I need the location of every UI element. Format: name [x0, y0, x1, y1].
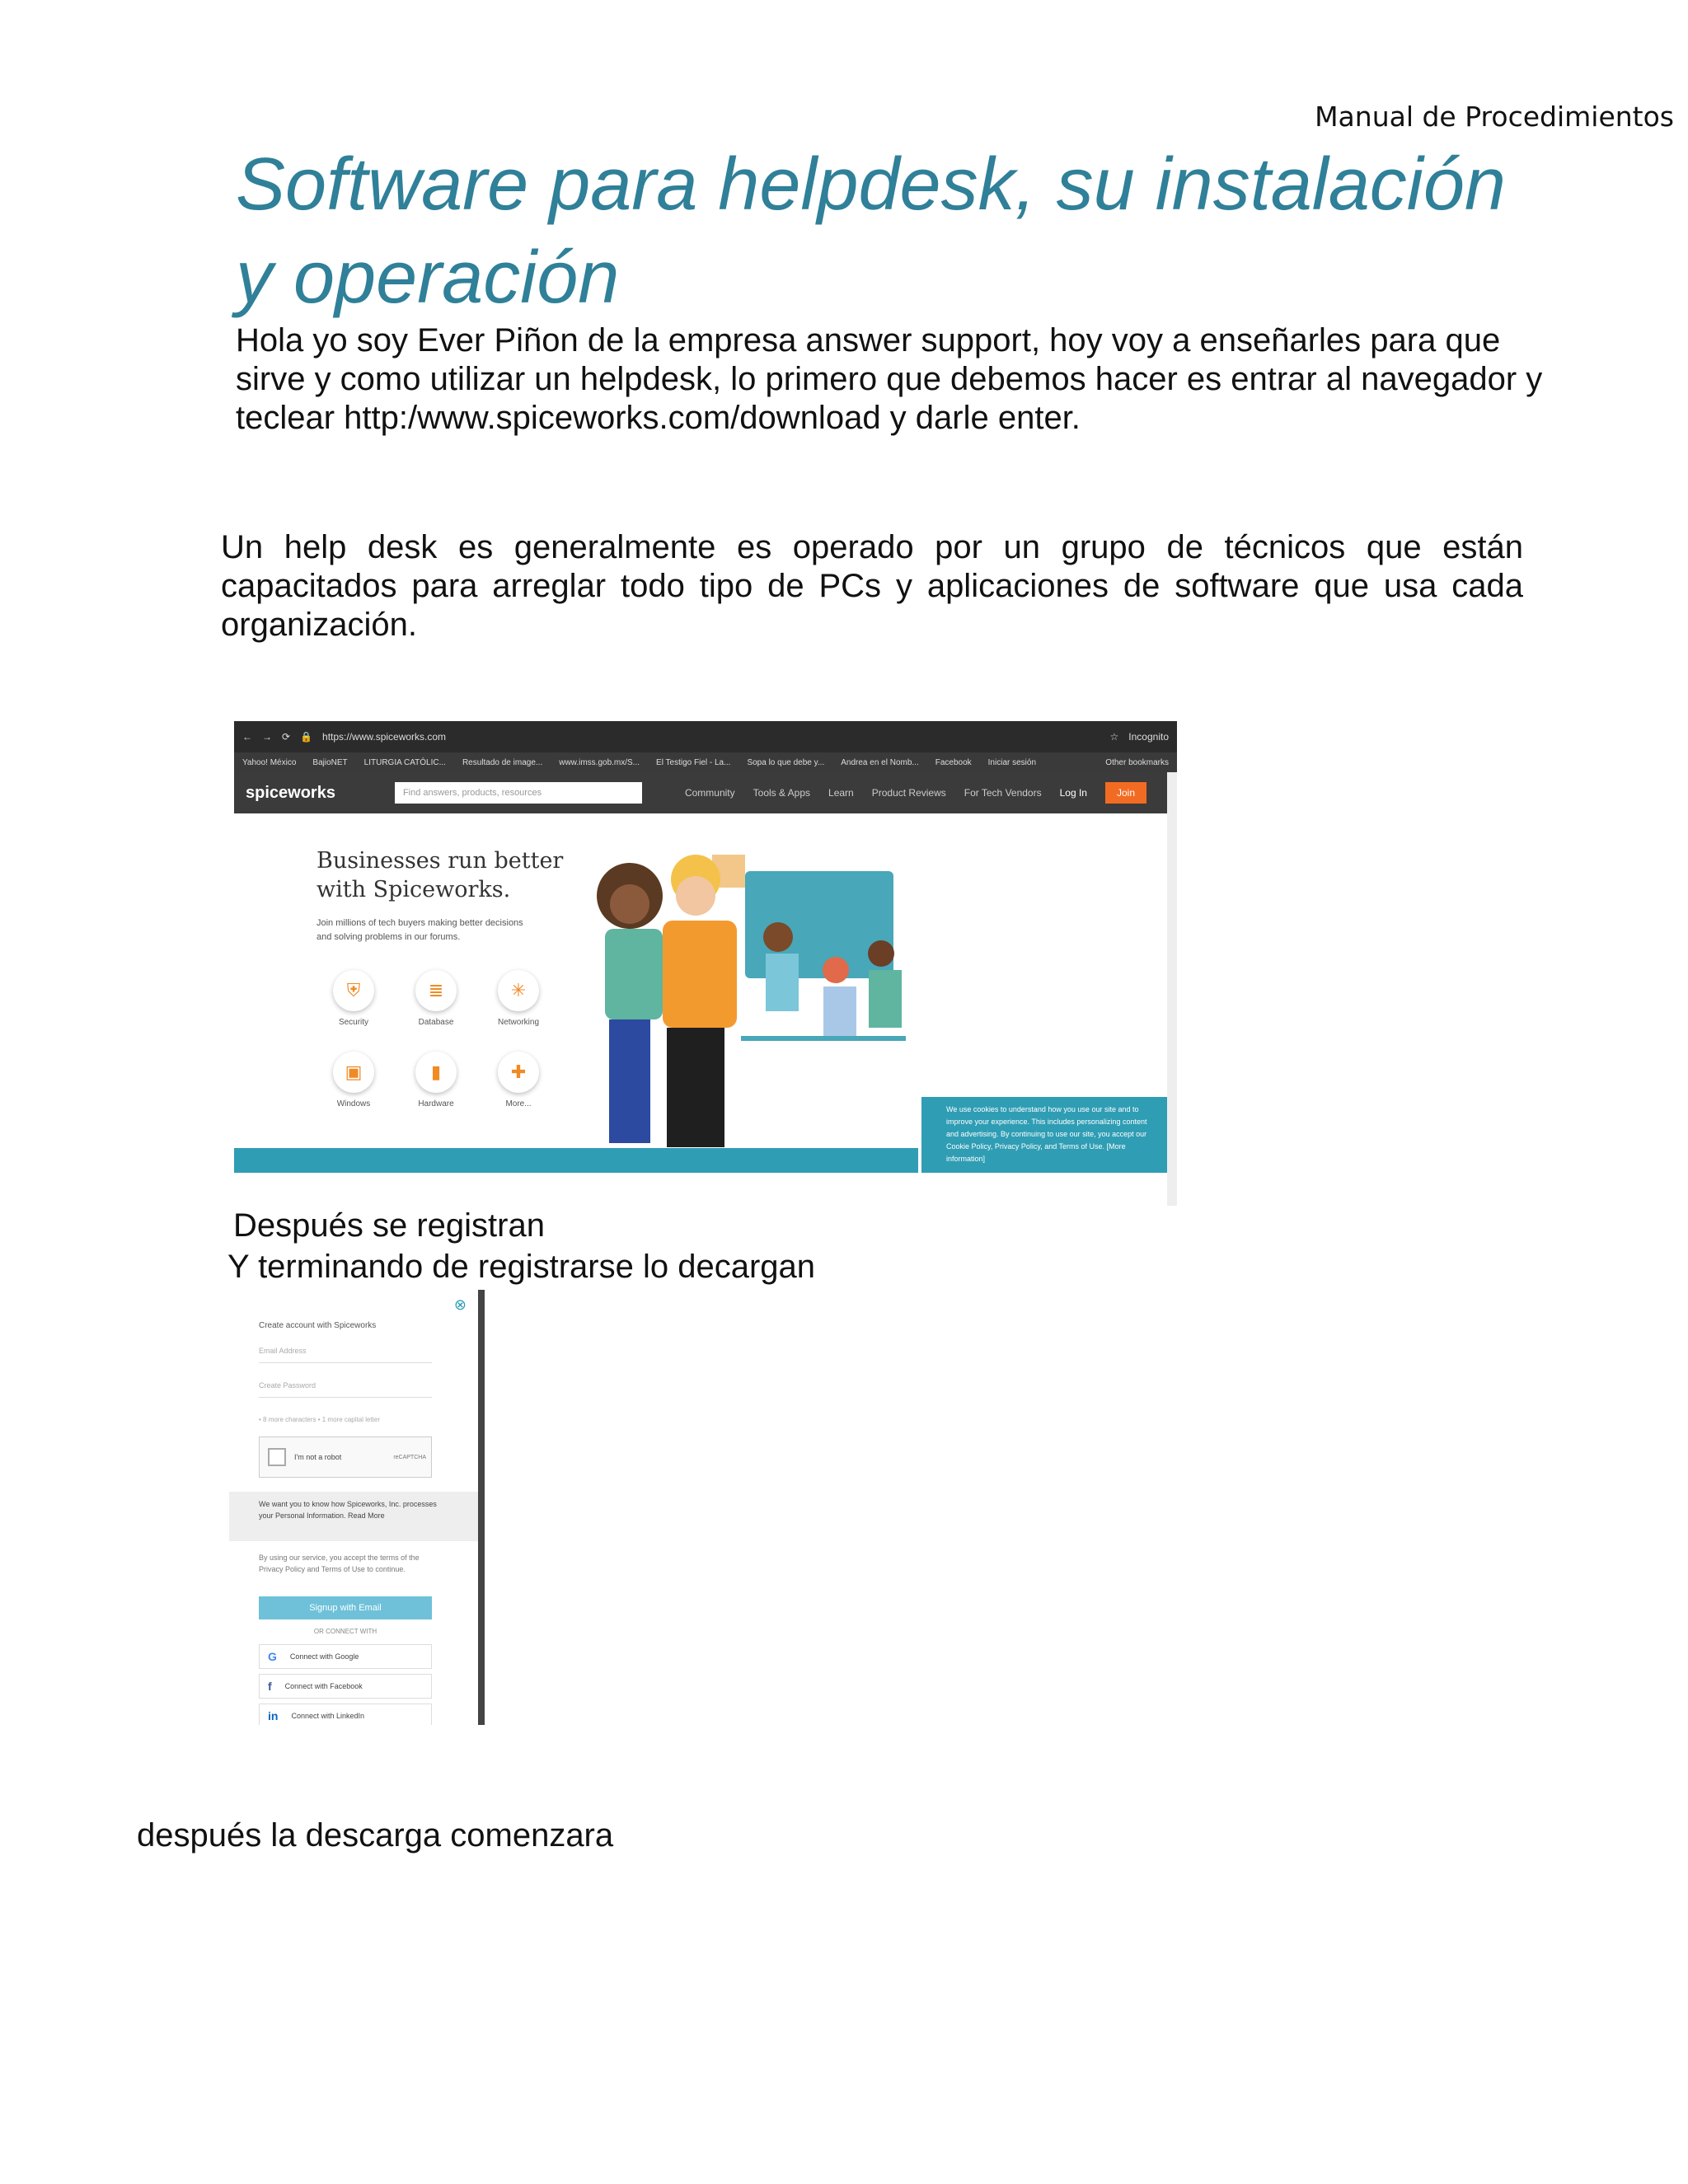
category-database: ≣ Database: [395, 970, 477, 1027]
recaptcha-logo: reCAPTCHA: [393, 1454, 426, 1460]
bookmark: Andrea en el Nomb...: [841, 757, 919, 767]
bookmark: www.imss.gob.mx/S...: [559, 757, 640, 767]
bookmark: El Testigo Fiel - La...: [656, 757, 731, 767]
password-hint: • 8 more characters • 1 more capital letter: [259, 1416, 380, 1423]
spiceworks-logo: spiceworks: [246, 783, 335, 802]
shield-icon: ⛨: [333, 970, 374, 1011]
captcha-widget: [259, 1436, 432, 1478]
running-header: Manual de Procedimientos: [1315, 101, 1674, 133]
linkedin-icon: in: [268, 1709, 279, 1722]
privacy-notice: We want you to know how Spiceworks, Inc. processes your Personal Information. Read More: [229, 1492, 478, 1541]
back-icon: ←: [242, 731, 252, 743]
helpdesk-paragraph: Un help desk es generalmente es operado por un grupo de técnicos que están capacitados para arreglar todo tipo de PCs y aplicaciones de software que usa cada organización.: [221, 529, 1523, 643]
bookmark: Sopa lo que debe y...: [747, 757, 825, 767]
bookmark: Facebook: [935, 757, 972, 767]
lock-icon: 🔒: [300, 731, 313, 743]
nav-item: Community: [684, 787, 735, 799]
bookmark: Other bookmarks: [1105, 757, 1169, 767]
signup-email-button: Signup with Email: [259, 1596, 432, 1619]
hero-subtitle: Join millions of tech buyers making better decisions and solving problems in our forums.: [316, 918, 523, 942]
linkedin-button: in Connect with LinkedIn: [259, 1704, 432, 1725]
bookmark: LITURGIA CATÓLIC...: [363, 757, 446, 767]
signup-title: Create account with Spiceworks: [259, 1321, 377, 1330]
star-icon: ☆: [1109, 731, 1119, 743]
intro-paragraph: Hola yo soy Ever Piñon de la empresa answer support, hoy voy a enseñarles para que sirve y como utilizar un helpdesk, lo primero que debemos hacer es entrar al navegador y teclear http:/www.spiceworks.com/download y darle enter.: [236, 322, 1543, 436]
nav-item: Tools & Apps: [753, 787, 811, 799]
facebook-button: f Connect with Facebook: [259, 1674, 432, 1699]
title-line-2: y operación: [236, 237, 620, 319]
scrollbar: [1167, 772, 1177, 1206]
nav-item: For Tech Vendors: [964, 787, 1042, 799]
database-icon: ≣: [415, 970, 457, 1011]
signup-screenshot: [229, 1290, 485, 1725]
category-grid: [312, 970, 560, 1108]
captcha-checkbox: [268, 1448, 286, 1466]
browser-screenshot: [234, 721, 1177, 1206]
email-field: Email Address: [259, 1339, 432, 1363]
bookmark: Resultado de image...: [462, 757, 543, 767]
login-link: Log In: [1059, 787, 1087, 799]
address-bar: https://www.spiceworks.com: [322, 731, 447, 743]
browser-toolbar: [234, 721, 1177, 752]
facebook-icon: f: [268, 1680, 272, 1693]
forward-icon: →: [262, 731, 272, 743]
google-button: G Connect with Google: [259, 1644, 432, 1669]
category-more: ✚ More...: [477, 1052, 560, 1108]
captcha-label: I'm not a robot: [294, 1453, 342, 1461]
bookmark: BajioNET: [312, 757, 348, 767]
network-icon: ✳: [498, 970, 539, 1011]
bookmark: Iniciar sesión: [987, 757, 1037, 767]
terms-checkbox-label: By using our service, you accept the terms of the Privacy Policy and Terms of Use to continue.: [259, 1554, 420, 1573]
nav-item: Learn: [828, 787, 854, 799]
category-windows: ▣ Windows: [312, 1052, 395, 1108]
category-networking: ✳ Networking: [477, 970, 560, 1027]
hero-illustration: [564, 830, 910, 1151]
close-icon: ⊗: [453, 1296, 467, 1313]
footer-band: [234, 1148, 918, 1173]
hero-title: Businesses run better with Spiceworks.: [316, 848, 564, 902]
bookmarks-bar: [234, 752, 1177, 772]
password-field: Create Password: [259, 1374, 432, 1398]
incognito-label: Incognito: [1128, 731, 1169, 743]
reload-icon: ⟳: [282, 731, 291, 743]
caption-download: Y terminando de registrarse lo decargan: [227, 1249, 816, 1285]
cookie-banner: We use cookies to understand how you use our site and to improve your experience. This includes personalizing content and advertising. By continuing to use our site, you accept our Cookie Policy, Privacy Policy, and Terms of Use. [More information]: [921, 1097, 1169, 1173]
nav-item: Product Reviews: [871, 787, 946, 799]
category-security: ⛨ Security: [312, 970, 395, 1027]
join-button: Join: [1105, 782, 1146, 804]
final-paragraph: después la descarga comenzara: [137, 1817, 614, 1854]
category-hardware: ▮ Hardware: [395, 1052, 477, 1108]
hero-section: [234, 813, 1177, 1173]
google-icon: G: [268, 1650, 277, 1663]
caption-register: Después se registran: [233, 1207, 545, 1244]
page-title: [236, 138, 1554, 325]
title-line-1: Software para helpdesk, su instalación: [236, 143, 1506, 226]
plus-icon: ✚: [498, 1052, 539, 1093]
site-search-input: Find answers, products, resources: [395, 782, 642, 804]
window-icon: ▣: [333, 1052, 374, 1093]
hardware-icon: ▮: [415, 1052, 457, 1093]
or-connect-label: OR CONNECT WITH: [313, 1628, 377, 1635]
site-nav: [234, 772, 1177, 813]
bookmark: Yahoo! México: [242, 757, 297, 767]
